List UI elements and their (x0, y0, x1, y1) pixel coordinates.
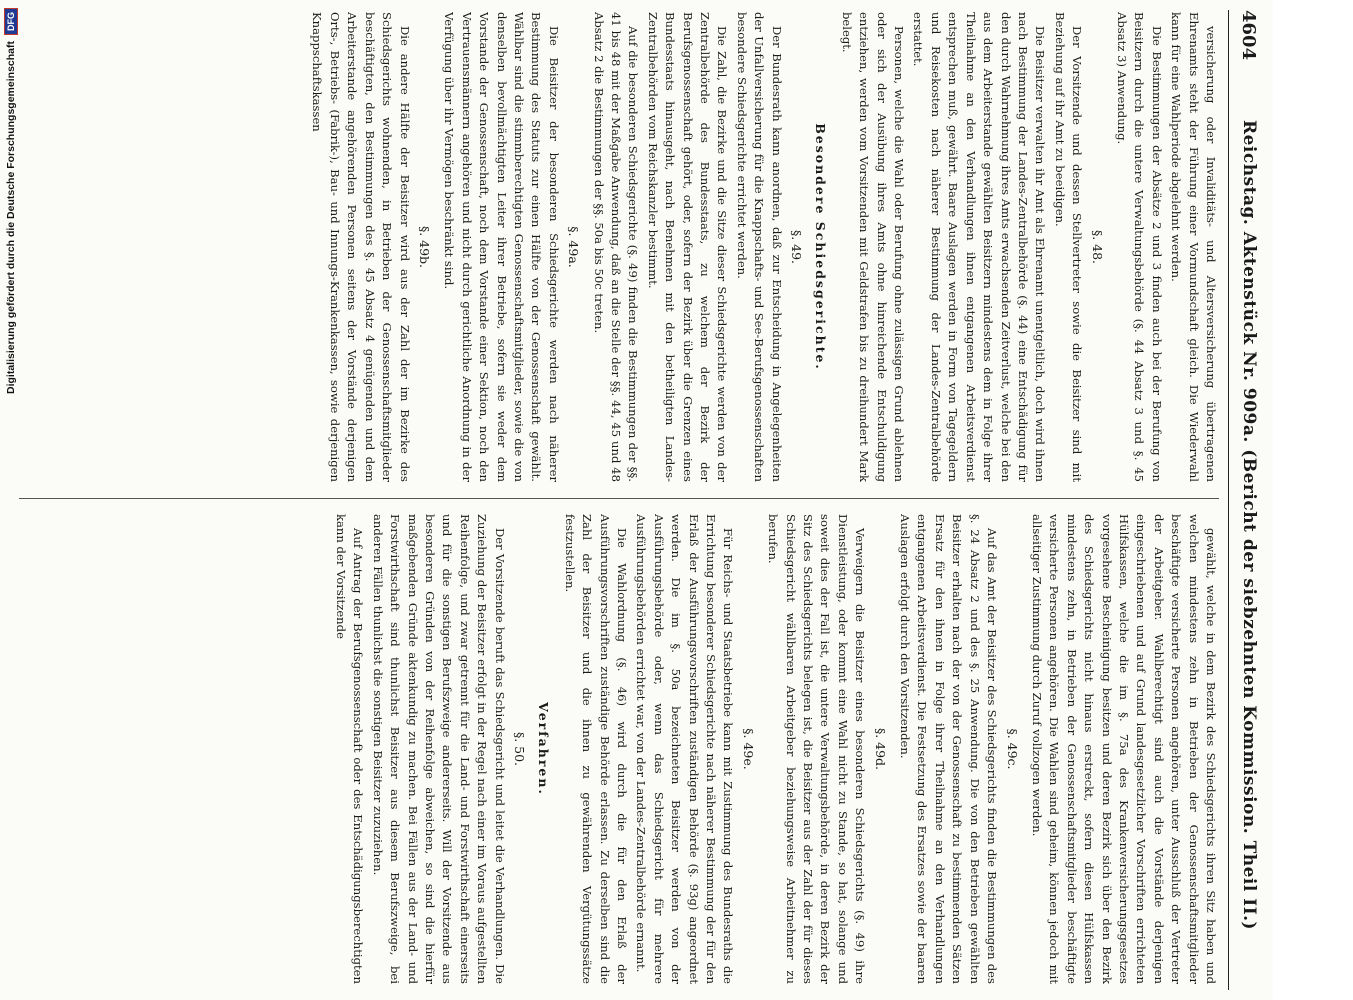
paragraph: Die Beisitzer der besonderen Schiedsgerichte werden nach näherer Bestimmung des Statuts zur einen Hälfte von der Genossenschaft gewählt. Wählbar sind die stimmberechtigten Genossenschaftsmitglieder, sowie die von denselben bevollmächtigten Leiter ihrer Betriebe, sofern sie weder dem Vorstande der Genossenschaft, noch dem Vorstande einer Sektion, noch den Vertrauensmännern angehören und nicht durch gerichtliche Anordnung in der Verfügung über ihr Vermögen beschränkt sind. (442, 12, 561, 482)
section-number: §. 49b. (416, 225, 432, 269)
page-title: Reichstag. Aktenstück Nr. 909a. (Bericht der siebzehnten Kommission. Theil II.) (1239, 119, 1259, 931)
paragraph: versicherung oder Invaliditäts- und Altersversicherung übertragenen Ehrenamts steht der Führung einer Vormundschaft gleich. Die Wiederwahl kann für eine Wahlperiode abgelehnt werden. (1169, 12, 1218, 482)
paragraph: Der Vorsitzende beruft das Schiedsgericht und leitet die Verhandlungen. Die Zuziehung der Beisitzer erfolgt in der Regel nach einer im Voraus aufgestellten Reihenfolge, und zwar getrennt für die Land- und Forstwirthschaft einerseits und für die sonstigen Berufszweige andererseits. Will der Vorsitzende aus besonderen Gründen von der Reihenfolge abweichen, so sind die hierfür maßgebenden Gründe aktenkundig zu machen. Bei Fällen aus der Land- und Forstwirthschaft sind thunlichst Beisitzer aus diesem Berufszweige, bei anderen Fällen thunlichst die sonstigen Beisitzer zuzuziehen. (370, 514, 507, 984)
paragraph: Auf das Amt der Beisitzer des Schiedsgerichts finden die Bestimmungen des §. 24 Absatz 2 und des §. 25 Anwendung. Die von den Betrieben gewählten Beisitzer erhalten nach der von der Genossenschaft zu bestimmenden Sätzen Ersatz für den ihnen in Folge ihrer Theilnahme an den Verhandlungen entgangenen Arbeitsverdienst. Die Festsetzung des Ersatzes sowie der baaren Auslagen erfolgt durch den Vorsitzenden. (898, 514, 1000, 984)
section-number: §. 49e. (740, 728, 756, 770)
paragraph: Die andere Hälfte der Beisitzer wird aus der Zahl der im Bezirke des Schiedsgerichts wohnenden, in Betrieben der Genossenschaftsmitglieder beschäftigten, den Bestimmungen des §. 45 Absatz 4 genügenden und dem Arbeiterstande angehörenden Personen seitens der Vorstände derjenigen Orts-, Betriebs- (Fabrik-), Bau- und Innungs-Krankenkassen, sowie derjenigen Knappschaftskassen (310, 12, 412, 482)
section-number: §. 49c. (1004, 728, 1020, 770)
paragraph: Für Reichs- und Staatsbetriebe kann mit Zustimmung des Bundesraths die Errichtung besonderer Schiedsgerichte nach näherer Bestimmung der für den Erlaß der Ausführungsvorschriften zuständigen Behörde (§. 93g) angeordnet werden. Die im §. 50a bezeichneten Beisitzer werden von der Ausführungsbehörde oder, wenn das Schiedsgericht für mehrere Ausführungsbehörden errichtet war, von der Landes-Zentralbehörde ernannt. (634, 514, 736, 984)
paragraph: Auf Antrag der Berufsgenossenschaft oder des Entschädigungsberechtigten kann der Vorsitzende (333, 514, 366, 984)
column-divider (19, 498, 1219, 499)
header-rule (1228, 10, 1229, 990)
footer-text-wrapper (0, 0, 22, 1000)
left-column (14, 12, 1219, 482)
paragraph: Verweigern die Beisitzer eines besonderen Schiedsgerichts (§. 49) ihre Dienstleistung, oder kommt eine Wahl nicht zu Stande, so hat, solange und soweit dies der Fall ist, die untere Verwaltungsbehörde, in deren Bezirk der Sitz des Schiedsgerichts belegen ist, die Beisitzer aus der Zahl der für dieses Schiedsgericht wählbaren Arbeitgeber beziehungsweise Arbeitnehmer zu berufen. (766, 514, 868, 984)
paragraph: gewählt, welche in dem Bezirk des Schiedsgerichts ihren Sitz haben und welchen mindestens zehn in Betrieben der Genossenschaftsmitglieder beschäftigte versicherte Personen angehören, unter Ausschluß der Vertreter der Arbeitgeber. Wahlberechtigt sind auch die Vorstände derjenigen eingeschriebenen und auf Grund landesgesetzlicher Vorschriften errichteten Hülfskassen, welche die im §. 75a des Krankenversicherungsgesetzes vorgesehene Bescheinigung besitzen und deren Bezirk sich über den Bezirk des Schiedsgerichts nicht hinaus erstreckt, sofern diesen Hülfskassen mindestens zehn, in Betrieben der Genossenschaftsmitglieder beschäftigte versicherte Personen angehören. Die Wahlen sind geheim, können jedoch mit allseitiger Zustimmung durch Zuruf vollzogen werden. (1029, 514, 1218, 984)
paragraph: Personen, welche die Wahl oder Berufung ohne zulässigen Grund ablehnen oder sich der Ausübung ihres Amts ohne hinreichende Entschuldigung entziehen, werden vom Vorsitzenden mit Geldstrafen bis zu dreihundert Mark belegt. (839, 12, 907, 482)
section-number: §. 50. (511, 731, 527, 767)
section-number: §. 48. (1089, 229, 1105, 265)
section-number: §. 49a. (566, 226, 582, 268)
paragraph: Die Beisitzer verwalten ihr Amt als Ehrenamt unentgeltlich, doch wird ihnen nach Bestimmung der Landes-Zentralbehörde (§. 44) eine Entschädigung für den durch Wahrnehmung ihres Amts erwachsenden Zeitverlust, welche bei den aus dem Arbeiterstande gewählten Beisitzern mindestens dem in Folge ihrer Theilnahme an den Verhandlungen ihnen entgangenen Arbeitsverdienst entsprechen muß, gewährt. Baare Auslagen werden in Form von Tagegeldern und Reisekosten nach näherer Bestimmung der Landes-Zentralbehörde erstattet. (911, 12, 1048, 482)
section-number: §. 49. (789, 229, 805, 265)
page-number: 4604 (1238, 10, 1260, 61)
section-number: §. 49d. (872, 727, 888, 771)
paragraph: Der Bundesrath kann anordnen, daß zur Entscheidung in Angelegenheiten der Unfallversicherung für die Knappschafts- und See-Berufsgenossenschaften besondere Schiedsgerichte errichtet werden. (734, 12, 784, 482)
paragraph: Die Wahlordnung (§. 46) wird durch die für den Erlaß der Ausführungsvorschriften zuständige Behörde erlassen. Zu derselben sind die Zahl der Beisitzer und die ihnen zu gewährenden Vergütungssätze festzustellen. (562, 514, 629, 984)
section-heading: Besondere Schiedsgerichte. (813, 123, 829, 371)
footer-text: Digitalisierung gefördert durch die Deutsche Forschungsgemeinschaft (5, 41, 17, 394)
dfg-logo: DFG (4, 8, 18, 35)
section-heading: Verfahren. (536, 702, 552, 796)
paragraph: Die Zahl, die Bezirke und die Sitze dieser Schiedsgerichte werden von der Zentralbehörde des Bundesstaats, zu welchem der Bezirk der Berufsgenossenschaft gehört, oder, sofern der Bezirk über die Grenzen eines Bundesstaats hinausgeht, nach Benehmen mit den betheiligten Landes-Zentralbehörden vom Reichskanzler bestimmt. (645, 12, 730, 482)
paragraph: Der Vorsitzende und dessen Stellvertreter sowie die Beisitzer sind mit Beziehung auf ihr Amt zu beeidigen. (1052, 12, 1085, 482)
right-column (14, 514, 1219, 984)
paragraph: Auf die besonderen Schiedsgerichte (§. 49) finden die Bestimmungen der §§. 41 bis 48 mit der Maßgabe Anwendung, daß an die Stelle der §§. 44, 45 und 48 Absatz 2 die Bestimmungen der §§. 50a bis 50c treten. (591, 12, 641, 482)
page-header (1231, 10, 1267, 990)
paragraph: Die Bestimmungen der Absätze 2 und 3 finden auch bei der Berufung von Beisitzern durch die untere Verwaltungsbehörde (§. 44 Absatz 3 und §. 45 Absatz 3) Anwendung. (1114, 12, 1164, 482)
digitization-footer (0, 0, 22, 1000)
